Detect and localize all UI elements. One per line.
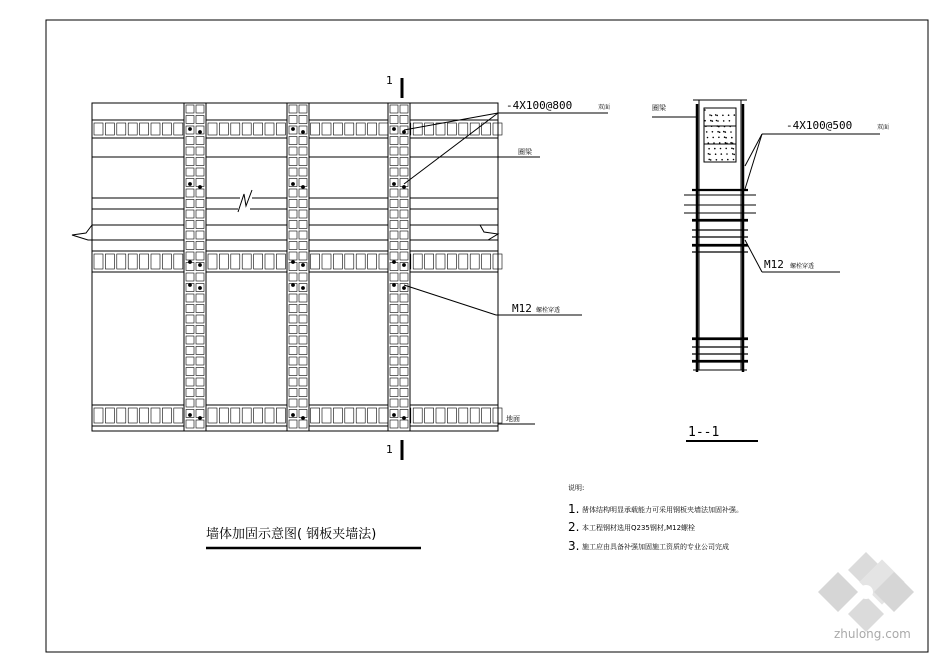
band-cell — [208, 254, 217, 269]
bolt-dot — [302, 287, 305, 290]
hatch-dot — [710, 159, 712, 161]
note-1-text: 凿体结构明显承载能力可采用钢板夹墙法加固补强。 — [582, 506, 743, 514]
band-cell — [482, 254, 491, 269]
break-zigzag — [238, 190, 252, 212]
band-cell — [368, 123, 377, 135]
hatch-dot — [733, 154, 735, 156]
section-mark-top — [386, 74, 402, 98]
band-cell — [356, 254, 365, 269]
note-2-num: 2. — [568, 520, 580, 534]
hatch-dot — [713, 142, 715, 144]
hatch-dot — [732, 153, 734, 155]
bolt-dot — [393, 414, 396, 417]
band-cell — [94, 408, 103, 423]
hatch-dot — [729, 126, 731, 128]
band-cell — [345, 408, 354, 423]
elevation-title: 墙体加固示意图( 钢板夹墙法) — [206, 527, 377, 542]
hatch-dot — [710, 120, 712, 122]
bolt-dot — [302, 186, 305, 189]
band-cell — [459, 408, 468, 423]
section-mark-bottom-label: 1 — [386, 443, 393, 456]
bolt-dot — [393, 183, 396, 186]
band-cell — [356, 123, 365, 135]
hatch-dot — [729, 120, 731, 122]
hatch-dot — [726, 143, 728, 145]
bolt-dot — [292, 183, 295, 186]
hatch-dot — [715, 153, 717, 155]
bolt-dot — [302, 131, 305, 134]
band-cell — [345, 123, 354, 135]
bolt-dot — [403, 417, 406, 420]
bolt-dot — [403, 287, 406, 290]
hatch-dot — [726, 153, 728, 155]
band-cell — [208, 123, 217, 135]
hatch-dot — [718, 137, 720, 139]
bolt-dot — [403, 131, 406, 134]
hatch-dot — [720, 148, 722, 150]
section-mark-bottom — [386, 440, 402, 460]
bolt-dot — [199, 287, 202, 290]
hatch-dot — [716, 159, 718, 161]
bolt-dot — [393, 128, 396, 131]
note-1-num: 1. — [568, 502, 580, 516]
notes — [568, 483, 743, 553]
band-cell — [140, 254, 149, 269]
elevation-view — [72, 103, 502, 431]
ring-beam-label-section: 圈梁 — [652, 104, 666, 112]
band-cell — [140, 408, 149, 423]
hatch-dot — [712, 137, 714, 139]
hatch-dot — [704, 120, 706, 122]
band-cell — [345, 254, 354, 269]
hatch-dot — [717, 131, 719, 133]
band-cell — [151, 123, 160, 135]
band-cell — [105, 254, 114, 269]
hatch-dot — [717, 120, 719, 122]
band-cell — [322, 254, 331, 269]
hatch-dot — [719, 131, 721, 133]
band-cell — [231, 254, 240, 269]
band-cell — [322, 123, 331, 135]
section-view — [684, 100, 756, 372]
bolt-dot — [292, 414, 295, 417]
hatch-dot — [733, 148, 735, 150]
band-cell — [219, 123, 228, 135]
band-cell — [265, 408, 274, 423]
band-cell — [242, 254, 251, 269]
band-cell — [436, 123, 445, 135]
band-cell — [117, 123, 126, 135]
band-cell — [140, 123, 149, 135]
band-cell — [105, 123, 114, 135]
band-cell — [162, 254, 171, 269]
ring-beam-hatch — [704, 109, 735, 161]
hatch-dot — [723, 120, 725, 122]
hatch-dot — [725, 148, 727, 150]
band-cell — [470, 408, 479, 423]
band-cell — [356, 408, 365, 423]
slab-left — [72, 225, 92, 240]
bolt-dot — [199, 186, 202, 189]
bolt-dot — [393, 261, 396, 264]
band-cell — [447, 254, 456, 269]
hatch-dot — [705, 126, 707, 128]
band-cell — [333, 123, 342, 135]
band-cell — [311, 254, 320, 269]
watermark-text: zhulong.com — [834, 627, 911, 641]
strap-spec-elevation-suffix: 双面 — [598, 104, 611, 111]
notes-heading: 说明: — [568, 484, 585, 492]
band-cell — [413, 123, 422, 135]
band-cell — [254, 254, 263, 269]
hatch-dot — [706, 131, 708, 133]
band-cell — [322, 408, 331, 423]
note-3-num: 3. — [568, 539, 580, 553]
bolt-label-elevation: M12 — [512, 302, 532, 315]
elevation-annotations — [404, 113, 608, 424]
band-cell — [276, 408, 285, 423]
bolt-dot — [189, 261, 192, 264]
hatch-dot — [707, 137, 709, 139]
hatch-dot — [731, 137, 733, 139]
ring-beam-label-elevation: 圈梁 — [518, 148, 532, 156]
section-bolts — [692, 190, 748, 362]
hatch-dot — [704, 109, 706, 111]
hatch-dot — [718, 126, 720, 128]
note-2-text: 本工程钢材选用Q235钢材,M12螺栓 — [582, 524, 696, 532]
band-cell — [436, 254, 445, 269]
hatch-dot — [727, 159, 729, 161]
band-cell — [128, 254, 137, 269]
bolt-dot — [189, 414, 192, 417]
band-cell — [425, 254, 434, 269]
section-mark-top-label: 1 — [386, 74, 393, 87]
hatch-dot — [722, 115, 724, 117]
hatch-dot — [714, 148, 716, 150]
band-cell — [117, 254, 126, 269]
band-cell — [94, 123, 103, 135]
bolt-dot — [189, 128, 192, 131]
band-cell — [105, 408, 114, 423]
hatch-dot — [716, 120, 718, 122]
band-cell — [151, 408, 160, 423]
hatch-dot — [708, 148, 710, 150]
band-cell — [219, 254, 228, 269]
bolt-dot — [403, 264, 406, 267]
hatch-dot — [721, 153, 723, 155]
hatch-dot — [724, 136, 726, 138]
hatch-dot — [730, 131, 732, 133]
band-cell — [265, 123, 274, 135]
band-cell — [254, 123, 263, 135]
band-cell — [219, 408, 228, 423]
band-cell — [333, 254, 342, 269]
bolt-dot — [302, 264, 305, 267]
band-cell — [276, 123, 285, 135]
band-cell — [413, 408, 422, 423]
band-cell — [162, 408, 171, 423]
bolt-dot — [393, 284, 396, 287]
vertical-straps — [184, 103, 410, 431]
bolt-dot — [189, 183, 192, 186]
band-cell — [447, 408, 456, 423]
band-cell — [151, 254, 160, 269]
bolt-dot — [292, 261, 295, 264]
band-cell — [128, 408, 137, 423]
band-cell — [231, 123, 240, 135]
band-cell — [368, 254, 377, 269]
band-cell — [379, 123, 388, 135]
hatch-dot — [724, 126, 726, 128]
band-cell — [242, 408, 251, 423]
vertical-strap — [184, 103, 206, 431]
ground-label: 地面 — [506, 415, 520, 423]
hatch-dot — [731, 148, 733, 150]
hatch-dot — [719, 142, 721, 144]
band-cell — [174, 408, 183, 423]
note-3-text: 施工应由具备补强加固施工资质的专业公司完成 — [582, 543, 729, 551]
band-cell — [413, 254, 422, 269]
bolt-dot — [199, 417, 202, 420]
hatch-dot — [716, 115, 718, 117]
band-cell — [242, 123, 251, 135]
band-cell — [94, 254, 103, 269]
hatch-dot — [715, 114, 717, 116]
band-cell — [379, 408, 388, 423]
hatch-dot — [708, 142, 710, 144]
band-cell — [311, 123, 320, 135]
bolt-suffix-section: 螺栓穿透 — [790, 263, 815, 270]
band-cell — [425, 408, 434, 423]
band-cell — [208, 408, 217, 423]
band-cell — [459, 254, 468, 269]
band-cell — [436, 408, 445, 423]
hatch-dot — [732, 142, 734, 144]
hatch-dot — [717, 125, 719, 127]
hatch-dot — [711, 125, 713, 127]
band-cell — [174, 254, 183, 269]
band-cell — [265, 254, 274, 269]
hatch-dot — [725, 131, 727, 133]
bolt-dot — [199, 264, 202, 267]
band-cell — [470, 254, 479, 269]
band-cell — [459, 123, 468, 135]
band-cell — [447, 123, 456, 135]
watermark-logo-icon — [818, 552, 914, 632]
hatch-dot — [734, 114, 736, 116]
hatch-dot — [723, 131, 725, 133]
hatch-dot — [709, 154, 711, 156]
band-cell — [333, 408, 342, 423]
hatch-dot — [725, 142, 727, 144]
band-cell — [231, 408, 240, 423]
hatch-dot — [712, 120, 714, 122]
hatch-dot — [730, 142, 732, 144]
band-cell — [174, 123, 183, 135]
bolt-dot — [292, 128, 295, 131]
hatch-dot — [733, 159, 735, 161]
strap-spec-section: -4X100@500 — [786, 119, 853, 132]
hatch-dot — [708, 153, 710, 155]
hatch-dot — [709, 114, 711, 116]
section-title: 1--1 — [688, 425, 720, 440]
vertical-strap — [287, 103, 309, 431]
hatch-dot — [711, 115, 713, 117]
bolt-dot — [292, 284, 295, 287]
band-cell — [311, 408, 320, 423]
strap-spec-section-suffix: 双面 — [877, 124, 890, 131]
slab-right — [480, 225, 498, 240]
band-cell — [482, 408, 491, 423]
bolt-dot — [189, 284, 192, 287]
strap-spec-elevation: -4X100@800 — [506, 99, 573, 112]
band-cell — [117, 408, 126, 423]
band-cell — [276, 254, 285, 269]
bolt-dot — [199, 131, 202, 134]
hatch-dot — [712, 131, 714, 133]
vertical-strap — [388, 103, 410, 431]
band-cell — [128, 123, 137, 135]
hatch-dot — [728, 114, 730, 116]
band-cell — [254, 408, 263, 423]
hatch-dot — [721, 159, 723, 161]
bolt-label-section: M12 — [764, 258, 784, 271]
hatch-dot — [725, 137, 727, 139]
band-cell — [368, 408, 377, 423]
band-cell — [162, 123, 171, 135]
bolt-dot — [302, 417, 305, 420]
band-cell — [379, 254, 388, 269]
bolt-suffix-elevation: 螺栓穿透 — [536, 307, 561, 314]
bolt-dot — [403, 186, 406, 189]
hatch-dot — [708, 159, 710, 161]
